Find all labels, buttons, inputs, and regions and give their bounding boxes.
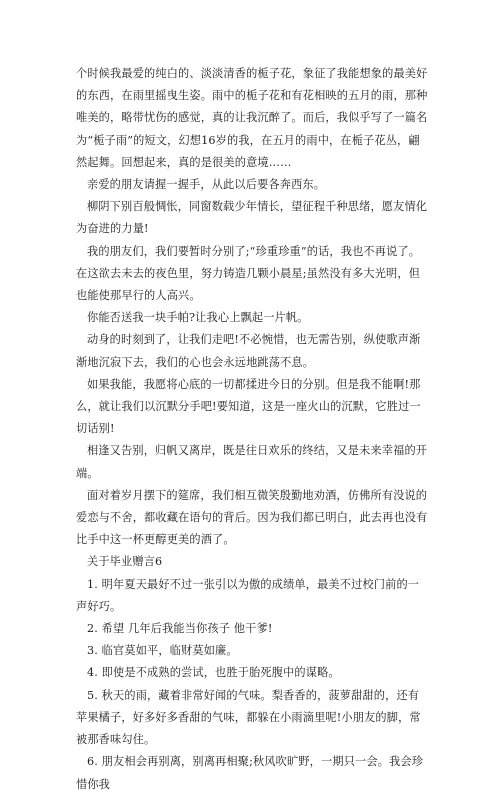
paragraph-3: 柳阴下别百般惆怅，同窗数载少年情长，望征程千种思绪，愿友情化为奋进的力量! [76,200,428,236]
paragraph-5: 你能否送我一块手帕?让我心上飘起一片帆。 [87,311,309,325]
list-item-4: 4. 即使是不成熟的尝试，也胜于胎死腹中的谋略。 [87,666,340,680]
paragraph-2: 亲爱的朋友请握一握手，从此以后要各奔西东。 [87,178,326,192]
list-item-2: 2. 希望 几年后我能当你孩子 他干爹! [87,622,273,636]
paragraph-4: 我的朋友们，我们要暂时分别了;“珍重珍重”的话，我也不再说了。在这欲去未去的夜色里，努力铸造几颗小晨星;虽然没有多大光明，但也能使那早行的人高兴。 [76,244,421,303]
paragraph-7: 如果我能，我愿将心底的一切都揉进今日的分别。但是我不能啊!那么，就让我们以沉默分手吧!要知道，这是一座火山的沉默，它胜过一切话别! [76,377,421,436]
section-heading: 关于毕业赠言6 [87,555,163,569]
list-item-3: 3. 临官莫如平，临财莫如廉。 [87,644,238,658]
list-item-6: 6. 朋友相会再别离，别离再相聚;秋风吹旷野，一期只一会。我会珍惜你我 [76,755,424,791]
paragraph-1: 个时候我最爱的纯白的、淡淡清香的栀子花，象征了我能想象的最美好的东西，在雨里摇曳生姿。雨中的栀子花和有花相映的五月的雨，那种唯美的，略带忧伤的感觉，真的让我沉醉了。而后，我似乎写了一篇名为“栀子雨”的短文，幻想16岁的我，在五月的雨中，在栀子花丛，翩然起舞。回想起来，真的是很美的意境…… [76,67,428,169]
document-body [76,63,428,796]
paragraph-6: 动身的时刻到了，让我们走吧!不必惋惜，也无需告别，纵使歌声渐渐地沉寂下去，我们的心也会永远地跳荡不息。 [76,333,421,369]
paragraph-8: 相逢又告别，归帆又离岸，既是往日欢乐的终结，又是未来幸福的开端。 [76,444,428,480]
list-item-1: 1. 明年夏天最好不过一张引以为傲的成绩单，最美不过校门前的一声好巧。 [76,577,420,613]
list-item-5: 5. 秋天的雨，藏着非常好闻的气味。梨香香的，菠萝甜甜的，还有苹果橘子，好多好多香甜的气味，都躲在小雨滴里呢!小朋友的脚，常被那香味勾住。 [76,688,421,747]
paragraph-9: 面对着岁月摆下的筵席，我们相互微笑殷勤地劝酒，仿佛所有没说的爱恋与不舍，都收藏在语句的背后。因为我们都已明白，此去再也没有比手中这一杯更醇更美的酒了。 [76,488,428,547]
